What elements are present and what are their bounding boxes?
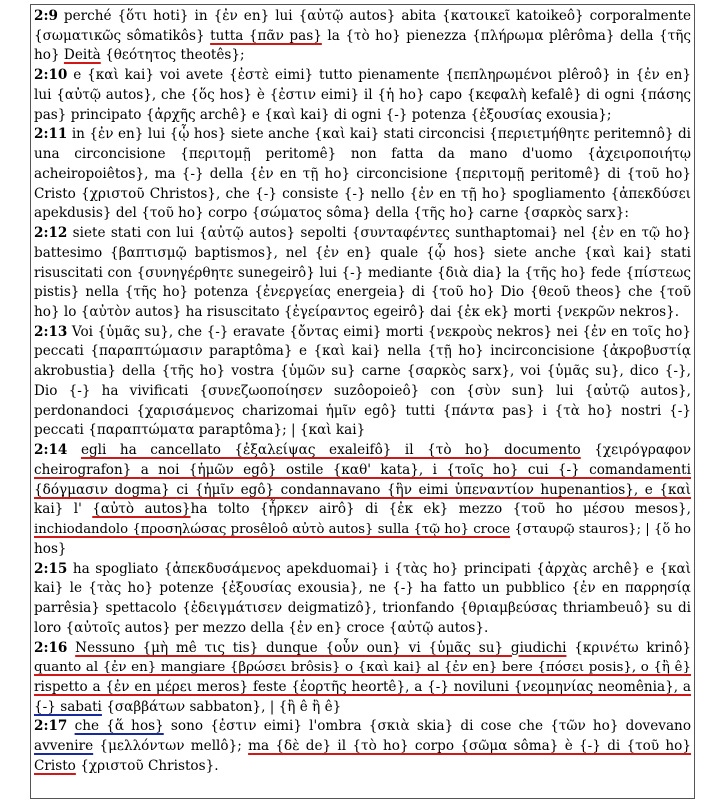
verse-line <box>34 7 691 27</box>
verse-line <box>34 540 691 560</box>
underlined-text: tutta {πᾶν pas} <box>210 27 322 44</box>
verse-line <box>34 757 691 777</box>
underlined-text: quanto al {ἐν en} mangiare {βρώσει brôsis} o {καὶ kai} al {ἐν en} bere {πόσει posis}, o {ἢ ê} <box>34 660 691 676</box>
verse-number: 2:12 <box>34 225 68 242</box>
verse-text: {σαββάτων sabbaton}, | {ἢ ê ἢ ê} <box>101 698 342 715</box>
underlined-text: egli ha cancellato {ἐξαλείψας exaleifô} il {τὸ ho} documento <box>80 442 581 459</box>
verse-text: loro {αὐτοῖς autos} per mezzo della {ἐν en} croce {αὐτῷ autos}. <box>34 619 489 636</box>
underlined-text: ci {ἡμῖν egô} condannavano {ἣν eimi ὑπεναντίον hupenantios}, e {καὶ <box>176 481 691 498</box>
underlined-text: ma {δὲ de} il {τὸ ho} corpo {σῶμα sôma} è {-} di {τοῦ ho} <box>248 738 691 755</box>
verse-line <box>34 283 691 303</box>
verse-text: pistis} nella {τῆς ho} potenza {ἐνεργείας energeia} di {τοῦ ho} Dio {θεοῦ theos} che {τοῦ <box>34 284 691 301</box>
verse-line <box>34 599 691 619</box>
verse-line <box>34 421 691 441</box>
verse-text: Voi {ὑμᾶς su}, che {-} eravate {ὄντας eimi} morti {νεκροὺς nekros} nei {ἐν en τοῖς ho} <box>67 323 691 340</box>
verse-text: ho} lo {αὐτὸν autos} ha risuscitato {ἐγείραντος egeirô} dai {ἐκ ek} morti {νεκρῶν nekros}. <box>34 304 680 321</box>
verse-line <box>34 244 691 264</box>
verse-text: Cristo {χριστοῦ Christos}, che {-} consiste {-} nello {ἐν en τῇ ho} spogliamento {ἀπεκδύσει <box>34 185 691 202</box>
verse-line <box>34 106 691 126</box>
underlined-text: che {ἅ hos} <box>74 718 164 735</box>
verse-text: una circoncisione {περιτομῇ peritomê} non fatta da mano d'uomo {ἀχειροποιήτῳ <box>34 146 691 163</box>
verse-line <box>34 698 691 718</box>
verse-number: 2:9 <box>34 8 58 24</box>
verse-line <box>34 639 691 659</box>
verse-text: {σωματικῶς sômatikôs} <box>34 27 211 44</box>
verse-number: 2:15 <box>34 560 68 577</box>
underlined-text: {-} sabati <box>34 698 102 715</box>
verse-text: ha tolto {ἦρκεν airô} di {ἐκ ek} mezzo {τοῦ ho μέσου mesos}, <box>190 501 692 518</box>
verse-number: 2:11 <box>34 126 68 143</box>
verse-line <box>34 165 691 185</box>
verse-line <box>34 125 691 145</box>
verse-text: parrêsia} spettacolo {ἐδειγμάτισεν deigmatizô}, trionfando {θριαμβεύσας thriambeuô} su di <box>34 600 691 617</box>
verse-line <box>34 737 691 757</box>
underlined-text: Deità <box>63 47 101 64</box>
verse-line <box>34 382 691 402</box>
verse-text: ho} <box>34 47 64 64</box>
verse-text: perché {ὅτι hoti} in {ἐν en} lui {αὐτῷ autos} abita {κατοικεῖ katoikeô} corporalmente <box>57 8 691 24</box>
underlined-text: cheirografon} <box>34 461 141 478</box>
verse-text: akrobustia} della {τῆς ho} vostra {ὑμῶν su} carne {σαρκὸς sarx}, voi {ὑμᾶς su}, dico {-}, <box>34 363 691 380</box>
verse-text: kai} l' <box>34 501 93 518</box>
verse-number: 2:10 <box>34 67 68 84</box>
verse-text: risuscitati con {συνηγέρθητε sunegeirô} lui {-} mediante {διὰ dia} la {τῆς ho} fede {πίστεως <box>34 264 691 281</box>
verse-line <box>34 717 691 737</box>
verse-text: in {ἐν en} lui {ᾧ hos} siete anche {καὶ kai} stati circoncisi {περιετμήθητε peritemnô} di <box>67 126 691 143</box>
verse-line <box>34 185 691 205</box>
verse-text: siete stati con lui {αὐτῷ autos} sepolti {συνταφέντες sunthaptomai} nel {ἐν en τῷ ho} <box>67 225 691 242</box>
underlined-text: Cristo <box>34 757 76 774</box>
underlined-text: a noi {ἡμῶν egô} ostile {καθ' kata}, i {τοῖς ho} cui {-} comandamenti <box>140 461 691 478</box>
verse-text <box>67 442 81 458</box>
verse-line <box>34 658 691 678</box>
verse-text: peccati {παραπτώματα paraptôma}; | {καὶ kai} <box>34 422 366 439</box>
verse-line <box>34 46 691 66</box>
verse-line <box>34 579 691 599</box>
verse-number: 2:14 <box>34 442 68 459</box>
verse-line <box>34 86 691 106</box>
verse-line <box>34 461 691 481</box>
underlined-text: inchiodandolo {προσηλώσας prosêloô αὐτὸ autos} sulla {τῷ ho} croce <box>34 522 511 538</box>
verse-number: 2:17 <box>34 718 68 735</box>
underlined-text: avvenire <box>34 738 94 755</box>
verse-line <box>34 402 691 422</box>
verse-line <box>34 520 691 540</box>
verse-line <box>34 500 691 520</box>
verse-line <box>34 264 691 284</box>
verse-text <box>67 718 74 734</box>
verse-text: {κρινέτω krinô} <box>566 639 691 656</box>
verse-text: {θεότητος theotês}; <box>100 47 245 64</box>
verse-line <box>34 362 691 382</box>
verse-text: sono {ἐστιν eimi} l'ombra {σκιὰ skia} di cose che {τῶν ho} dovevano <box>163 718 691 735</box>
verse-line <box>34 441 691 461</box>
underlined-text: {αὐτὸ autos} <box>92 501 191 518</box>
verse-text: peccati {παραπτώμασιν paraptôma} e {καὶ kai} nella {τῇ ho} incirconcisione {ἀκροβυστίᾳ <box>34 343 691 360</box>
text-page <box>30 4 695 799</box>
verse-text: lui {αὐτῷ autos}, che {ὅς hos} è {ἐστιν eimi} il {ἡ ho} capo {κεφαλὴ kefalê} di ogni {πάσης <box>34 86 691 103</box>
verse-text: {χριστοῦ Christos}. <box>75 757 219 774</box>
verse-line <box>34 619 691 639</box>
verse-number: 2:16 <box>34 639 68 656</box>
verse-text: e {καὶ kai} voi avete {ἐστὲ eimi} tutto pienamente {πεπληρωμένοι plêroô} in {ἐν en} <box>67 67 691 84</box>
verse-text: la {τὸ ho} pienezza {πλήρωμα plêrôma} della {τῆς <box>321 27 691 44</box>
verse-line <box>34 323 691 343</box>
verse-line <box>34 481 691 501</box>
verse-line <box>34 204 691 224</box>
verse-line <box>34 27 691 47</box>
verse-text: {σταυρῷ stauros}; | {ὅ ho <box>510 522 691 538</box>
underlined-text: Nessuno {μὴ mê τις tis} dunque {οὖν oun} vi {ὑμᾶς su} giudichi <box>75 639 567 656</box>
verse-text: kai} le {τὰς ho} potenze {ἐξουσίας exousia}, ne {-} ha fatto un pubblico {ἐν en παρρησίᾳ <box>34 580 691 597</box>
verse-line <box>34 303 691 323</box>
verse-number: 2:13 <box>34 323 68 340</box>
verse-text: perdonandoci {χαρισάμενος charizomai ἡμῖν egô} tutti {πάντα pas} i {τὰ ho} nostri {-} <box>34 402 691 419</box>
verse-text: {μελλόντων mellô}; <box>93 738 249 755</box>
verse-text: apekdusis} del {τοῦ ho} corpo {σώματος sôma} della {τῆς ho} carne {σαρκὸς sarx}: <box>34 205 629 222</box>
verse-line <box>34 224 691 244</box>
verse-text: {χειρόγραφον <box>580 442 691 459</box>
verse-text: acheiropoiêtos}, ma {-} della {ἐν en τῇ ho} circoncisione {περιτομῇ peritomê} di {τοῦ ho} <box>34 165 691 182</box>
verse-text <box>67 640 75 656</box>
verse-line <box>34 66 691 86</box>
verse-text: hos} <box>34 540 67 557</box>
underlined-text: {δόγμασιν dogma} <box>34 481 177 498</box>
verse-line <box>34 145 691 165</box>
verse-text: ha spogliato {ἀπεκδυσάμενος apekduomai} i {τὰς ho} principati {ἀρχὰς archê} e {καὶ <box>67 560 691 577</box>
verse-text: pas} principato {ἀρχῆς archê} e {καὶ kai} di ogni {-} potenza {ἐξουσίας exousia}; <box>34 106 612 123</box>
underlined-text: rispetto a {ἐν en μέρει meros} feste {ἑορτῆς heortê}, a {-} noviluni {νεομηνίας neomênia}, a <box>34 678 691 695</box>
verse-text: battesimo {βαπτισμῷ baptismos}, nel {ἐν en} quale {ᾧ hos} siete anche {καὶ kai} stati <box>34 244 691 261</box>
verse-line <box>34 342 691 362</box>
verse-text: Dio {-} ha vivificati {συνεζωοποίησεν suzôopoieô} con {σὺν sun} lui {αὐτῷ autos}, <box>34 382 691 399</box>
verse-line <box>34 560 691 580</box>
verse-line <box>34 678 691 698</box>
